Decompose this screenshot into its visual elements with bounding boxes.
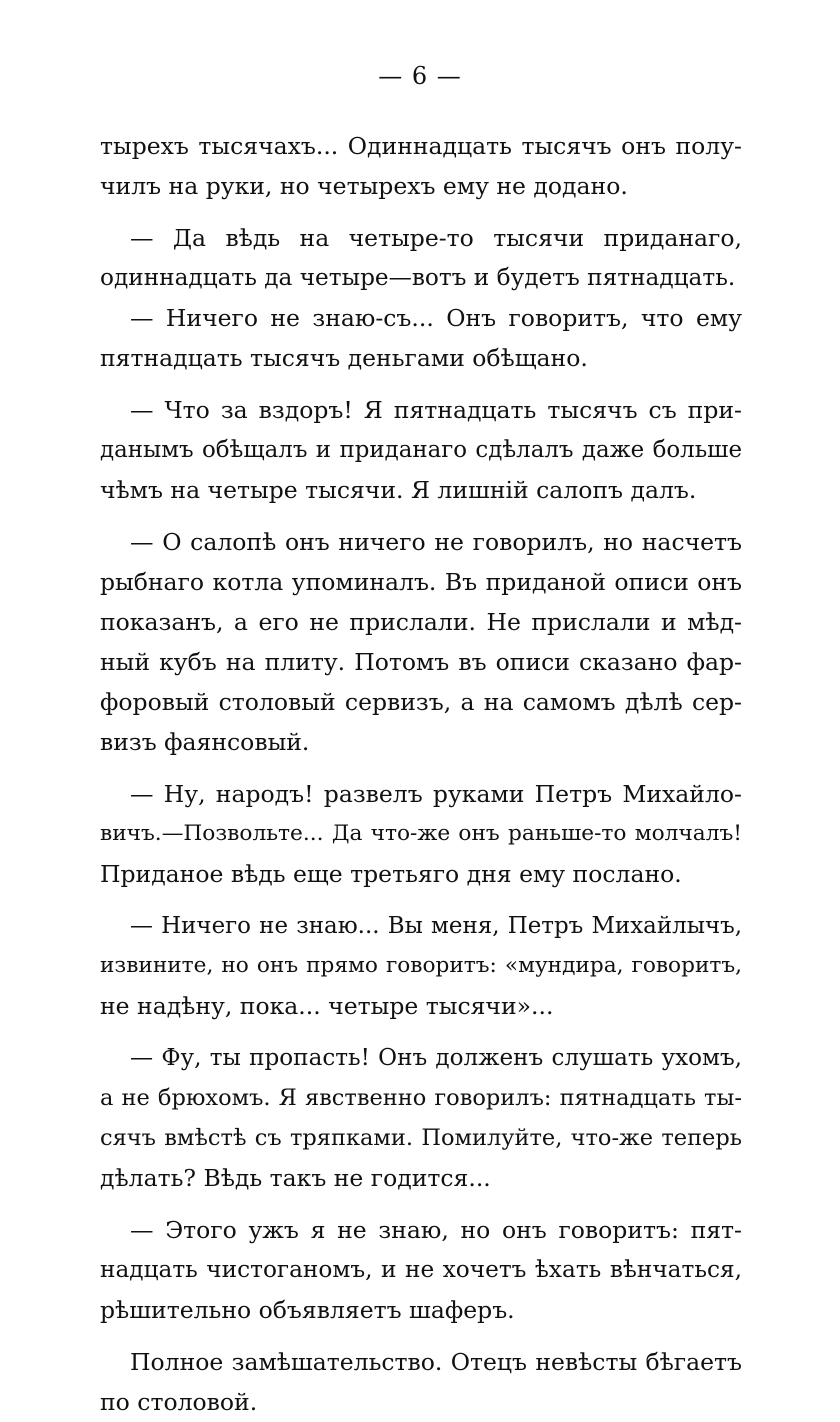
text-line: ный кубъ на плиту. Потомъ въ описи сказано фар- [100,648,742,676]
text-line: — Ничего не знаю... Вы меня, Петръ Михайлычъ, [130,913,742,939]
text-line: сячъ вмѣстѣ съ тряпками. Помилуйте, что-же теперь [100,1125,742,1151]
text-line: — Что за вздоръ! Я пятнадцать тысячъ съ при- [130,396,742,424]
text-line: чѣмъ на четыре тысячи. Я лишній салопъ далъ. [100,476,697,504]
text-line: извините, но онъ прямо говоритъ: «мундира, говоритъ, [100,953,742,978]
text-line: — Да вѣдь на четыре-то тысячи приданаго, [130,224,742,252]
paragraph [100,1038,742,1198]
paragraph [100,390,742,510]
text-line: надцать чистоганомъ, и не хочетъ ѣхать вѣнчаться, [100,1256,742,1283]
text-block [100,126,742,1422]
paragraph [100,126,742,206]
text-line: — Этого ужъ я не знаю, но онъ говоритъ: пят- [130,1216,742,1244]
text-line: визъ фаянсовый. [100,728,310,756]
text-line: чилъ на руки, но четырехъ ему не додано. [100,172,628,200]
paragraph [100,298,742,378]
text-line: данымъ обѣщалъ и приданаго сдѣлалъ даже больше [100,437,742,463]
text-line: тырехъ тысячахъ... Одиннадцать тысячъ онъ полу- [100,132,742,160]
page-number: — 6 — [378,62,462,90]
text-line: рыбнаго котла упоминалъ. Въ приданой описи онъ [100,568,742,596]
paragraph [100,774,742,894]
paragraph [100,522,742,762]
paragraph [100,1210,742,1330]
text-line: показанъ, а его не прислали. Не прислали и мѣд- [100,608,742,636]
text-line: форовый столовый сервизъ, а на самомъ дѣлѣ сер- [100,688,742,716]
text-line: не надѣну, пока... четыре тысячи»... [100,992,554,1020]
text-line: — Ну, народъ! развелъ руками Петръ Михайло- [130,780,742,808]
paragraph [100,906,742,1026]
paragraph [100,1342,742,1422]
paragraph [100,218,742,298]
text-line: а не брюхомъ. Я явственно говорилъ: пятнадцать ты- [100,1085,742,1111]
text-line: Приданое вѣдь еще третьяго дня ему послано. [100,860,682,888]
text-line: вичъ.—Позвольте... Да что-же онъ раньше-то молчалъ! [100,821,742,846]
text-line: Полное замѣшательство. Отецъ невѣсты бѣгаетъ [130,1348,742,1376]
text-line: пятнадцать тысячъ деньгами обѣщано. [100,344,588,372]
text-line: — Ничего не знаю-съ... Онъ говоритъ, что ему [130,304,742,332]
text-line: дѣлать? Вѣдь такъ не годится... [100,1164,491,1192]
text-line: — О салопѣ онъ ничего не говорилъ, но насчетъ [130,528,742,556]
text-line: одиннадцать да четыре—вотъ и будетъ пятнадцать. [100,264,736,291]
text-line: — Фу, ты пропасть! Онъ долженъ слушать ухомъ, [130,1045,742,1071]
text-line: рѣшительно объявляетъ шаферъ. [100,1296,515,1324]
text-line: по столовой. [100,1388,258,1416]
